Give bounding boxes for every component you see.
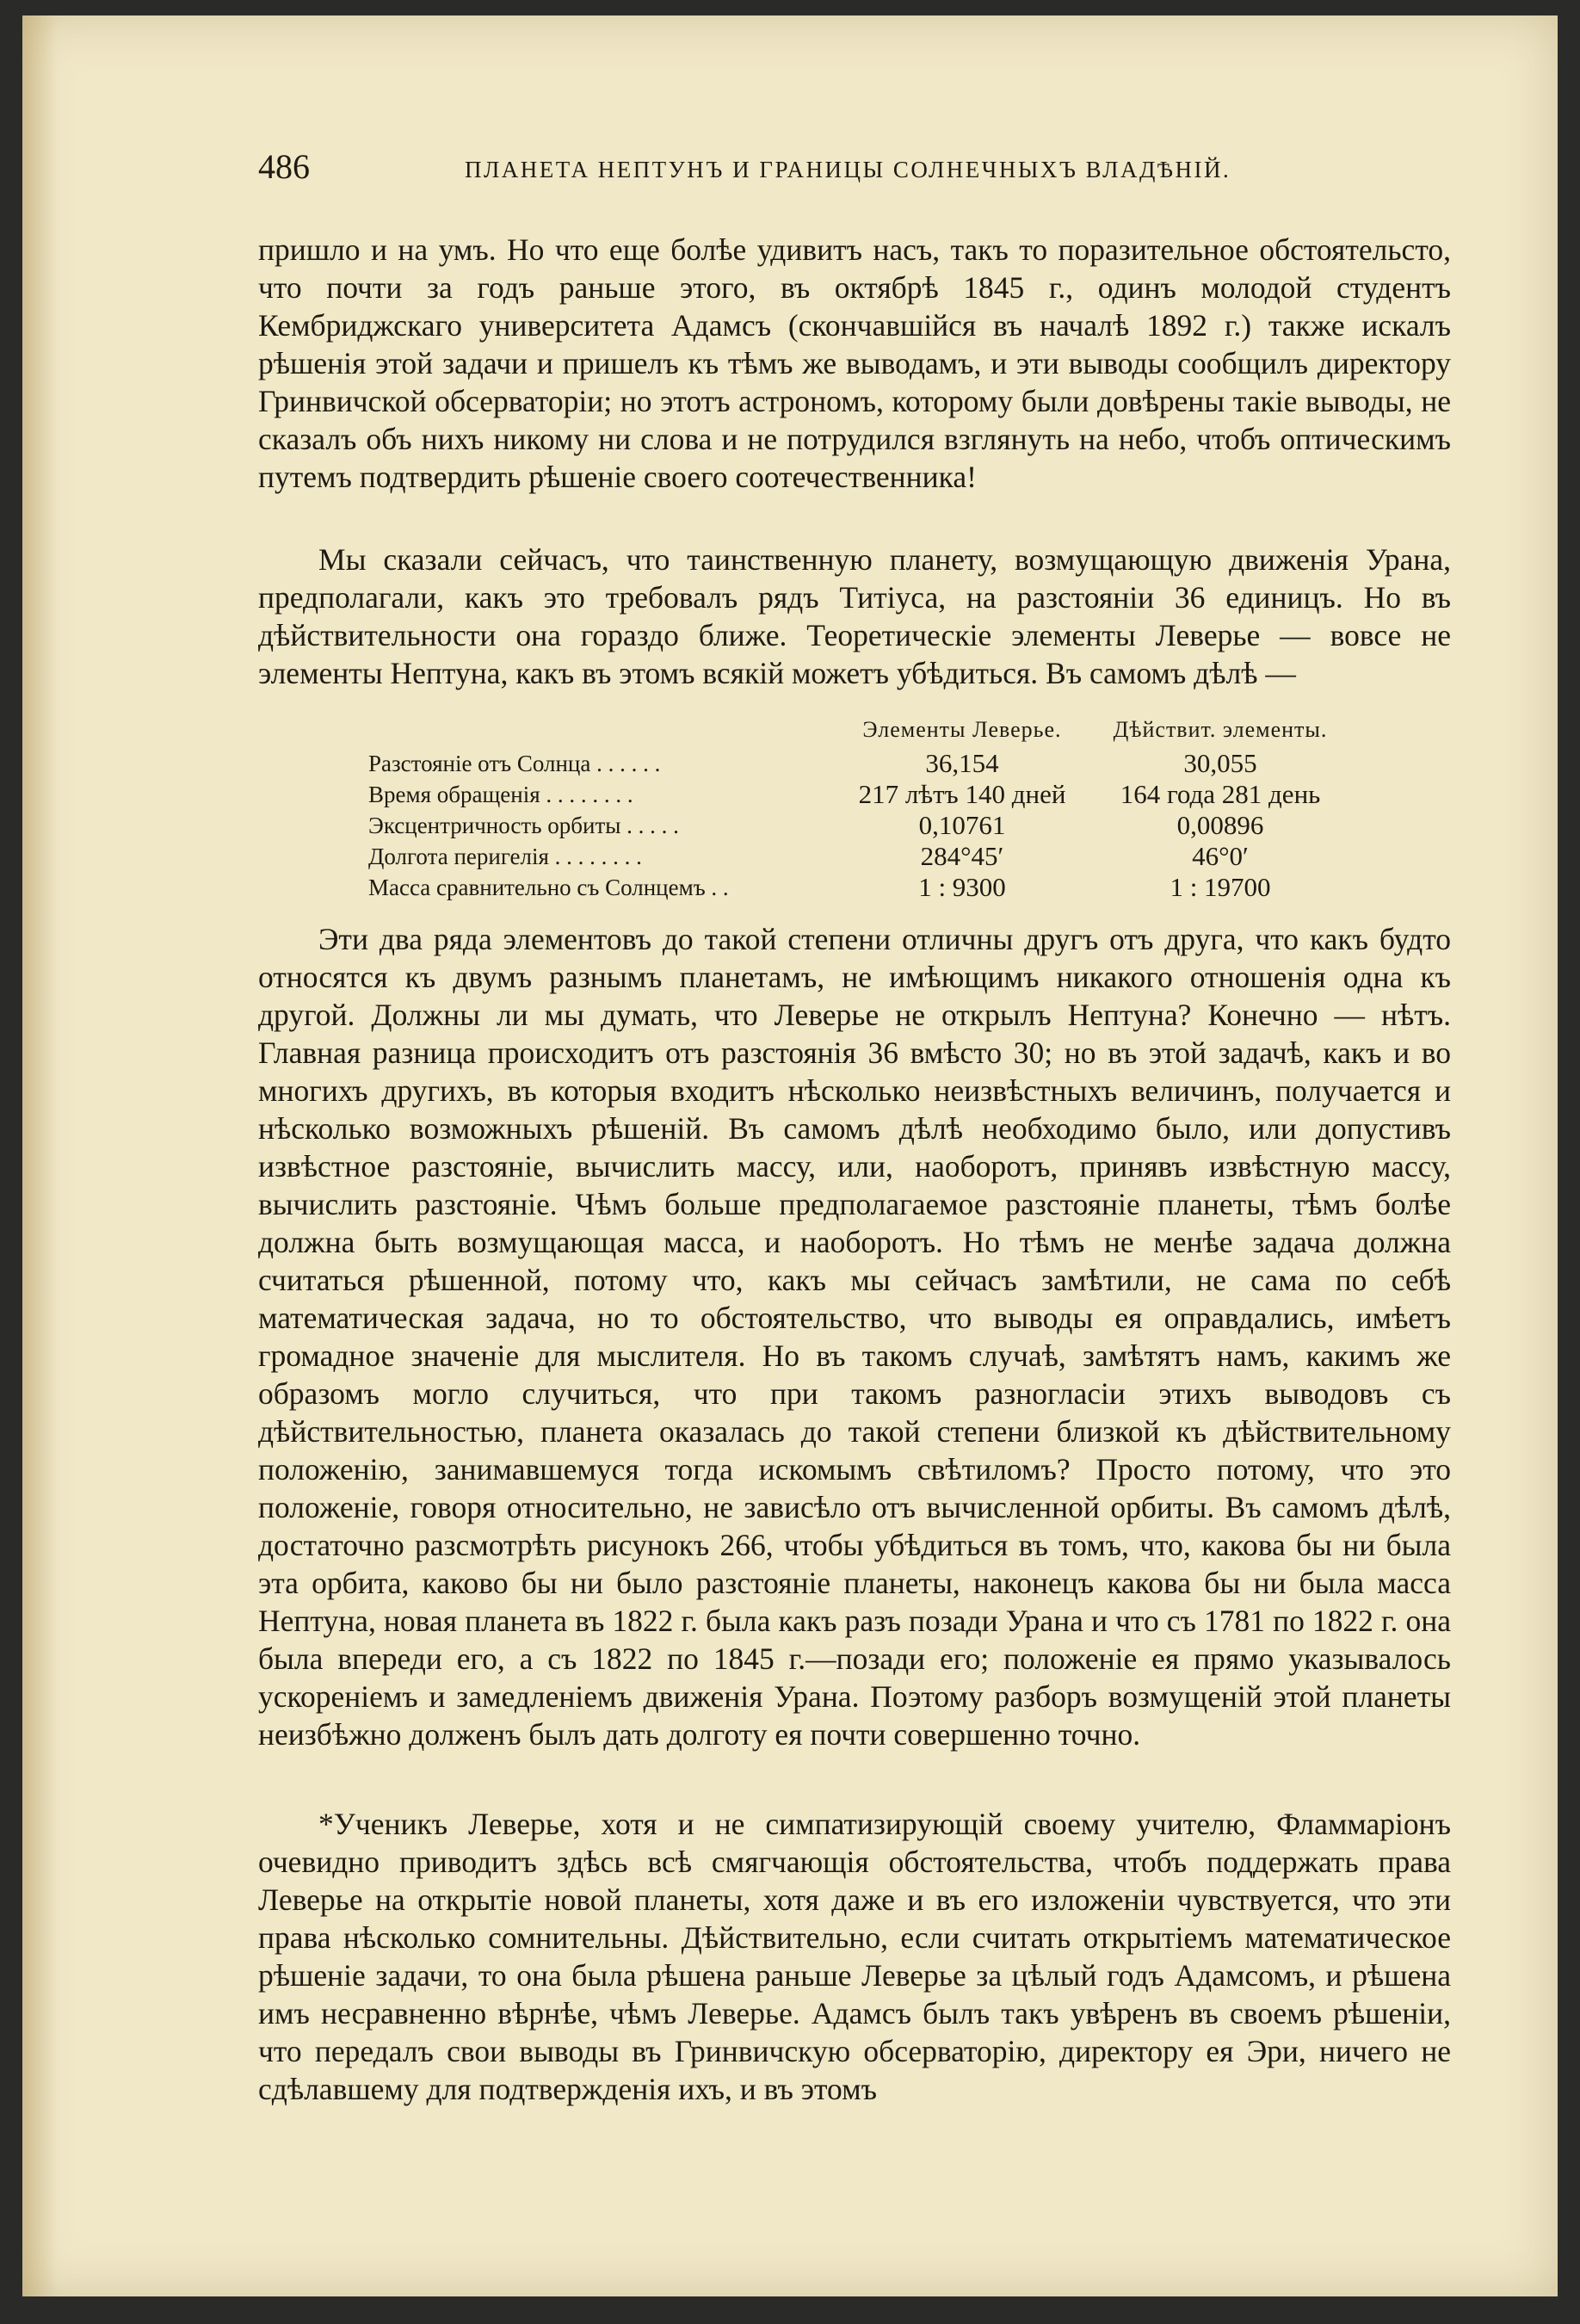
actual-value: 1 : 19700	[1170, 872, 1271, 902]
row-label: Эксцентричность орбиты . . . . .	[368, 812, 679, 838]
row-label: Разстояніе отъ Солнца . . . . . .	[368, 750, 661, 776]
actual-value: 46°0′	[1192, 841, 1249, 871]
paragraph-1: пришло и на умъ. Но что еще болѣе удивитъ насъ, такъ то поразительное обстоятельсто, что почти за годъ раньше этого, въ октябрѣ 1845 г., одинъ молодой студентъ Кембриджскаго университета Адамсъ (скончавшійся въ началѣ 1892 г.) также искалъ рѣшенія этой задачи и пришелъ къ тѣмъ же выводамъ, и эти выводы сообщилъ директору Гринвичской обсерваторіи; но этотъ астрономъ, которому были довѣрены такіе выводы, не сказалъ объ нихъ никому ни слова и не потрудился взглянуть на небо, чтобъ оптическимъ путемъ подтвердить рѣшеніе своего соотечественника!	[258, 232, 1451, 494]
leverrier-value: 36,154	[925, 748, 999, 778]
table-header-actual: Дѣйствит. элементы.	[1113, 717, 1328, 742]
leverrier-value: 1 : 9300	[918, 872, 1006, 902]
page-header	[258, 146, 1274, 198]
leverrier-value: 217 лѣтъ 140 дней	[858, 779, 1066, 809]
page-number: 486	[258, 147, 310, 186]
paragraph-4-text: *Ученикъ Леверье, хотя и не симпатизирующій своему учителю, Фламмаріонъ очевидно приводитъ здѣсь всѣ смягчающія обстоятельства, чтобъ поддержать права Леверье на открытіе новой планеты, хотя даже и въ его изложеніи чувствуется, что эти права нѣсколько сомнительны. Дѣйствительно, если считать открытіемъ математическое рѣшеніе задачи, то она была рѣшена раньше Леверье за цѣлый годъ Адамсомъ, и рѣшена имъ несравненно вѣрнѣе, чѣмъ Леверье. Адамсъ былъ такъ увѣренъ въ своемъ рѣшеніи, что передалъ свои выводы въ Гринвичскую обсерваторію, директору ея Эри, ничего не сдѣлавшему для подтвержденія ихъ, и въ этомъ	[258, 1807, 1451, 2106]
table-row	[368, 872, 1349, 903]
paragraph-4-footnote	[258, 1805, 1451, 2108]
table-row	[368, 779, 1349, 810]
table-row	[368, 748, 1349, 779]
leverrier-value: 284°45′	[920, 841, 1004, 871]
row-label: Масса сравнительно съ Солнцемъ . .	[368, 874, 729, 900]
paragraph-3	[258, 920, 1451, 1753]
row-label: Долгота перигелія . . . . . . . .	[368, 843, 642, 869]
actual-value: 0,00896	[1176, 810, 1264, 840]
book-page	[22, 15, 1558, 2296]
page-edge-stain	[22, 15, 57, 2296]
table-header-leverrier: Элементы Леверье.	[862, 717, 1062, 742]
table-header-row	[368, 717, 1349, 748]
paragraph-3-text: Эти два ряда элементовъ до такой степени отличны другъ отъ друга, что какъ будто относятся къ двумъ разнымъ планетамъ, не имѣющимъ никакого отношенія одна къ другой. Должны ли мы думать, что Леверье не открылъ Нептуна? Конечно — нѣтъ. Главная разница происходитъ отъ разстоянія 36 вмѣсто 30; но въ этой задачѣ, какъ и во многихъ другихъ, въ которыя входитъ нѣсколько неизвѣстныхъ величинъ, получается и нѣсколько возможныхъ рѣшеній. Въ самомъ дѣлѣ необходимо было, или допустивъ извѣстное разстояніе, вычислить массу, или, наоборотъ, принявъ извѣстную массу, вычислить разстояніе. Чѣмъ больше предполагаемое разстояніе планеты, тѣмъ болѣе должна быть возмущающая масса, и наоборотъ. Но тѣмъ не менѣе задача должна считаться рѣшенной, потому что, какъ мы сейчасъ замѣтили, не сама по себѣ математическая задача, но то обстоятельство, что выводы ея оправдались, имѣетъ громадное значеніе для мыслителя. Но въ такомъ случаѣ, замѣтятъ намъ, какимъ же образомъ могло случиться, что при такомъ разногласіи этихъ выводовъ съ дѣйствительностью, планета оказалась до такой степени близкой къ дѣйствительному положенію, занимавшемуся тогда искомымъ свѣтиломъ? Просто потому, что это положеніе, говоря относительно, не зависѣло отъ вычисленной орбиты. Въ самомъ дѣлѣ, достаточно разсмотрѣть рисунокъ 266, чтобы убѣдиться въ томъ, что, какова бы ни была эта орбита, каково бы ни было разстояніе планеты, наконецъ какова бы ни была масса Нептуна, новая планета въ 1822 г. была какъ разъ позади Урана и что съ 1781 по 1822 г. она была впереди его, а съ 1822 по 1845 г.—позади его; положеніе ея прямо указывалось ускореніемъ и замедленіемъ движенія Урана. Поэтому разборъ возмущеній этой планеты неизбѣжно долженъ былъ дать долготу ея почти совершенно точно.	[258, 922, 1451, 1752]
table-row	[368, 841, 1349, 872]
row-label: Время обращенія . . . . . . . .	[368, 781, 633, 807]
orbital-elements-table	[368, 717, 1349, 903]
actual-value: 164 года 281 день	[1120, 779, 1321, 809]
actual-value: 30,055	[1183, 748, 1257, 778]
paragraph-2-text: Мы сказали сейчасъ, что таинственную планету, возмущающую движенія Урана, предполагали, какъ это требовалъ рядъ Титіуса, на разстояніи 36 единицъ. Но въ дѣйствительности она гораздо ближе. Теоретическіе элементы Леверье — вовсе не элементы Нептуна, какъ въ этомъ всякій можетъ убѣдиться. Въ самомъ дѣлѣ —	[258, 542, 1451, 690]
paragraph-2	[258, 541, 1451, 692]
table-header-blank	[368, 717, 833, 748]
table-row	[368, 810, 1349, 841]
running-title: ПЛАНЕТА НЕПТУНЪ И ГРАНИЦЫ СОЛНЕЧНЫХЪ ВЛАДѢНІЙ.	[465, 157, 1231, 182]
leverrier-value: 0,10761	[918, 810, 1006, 840]
